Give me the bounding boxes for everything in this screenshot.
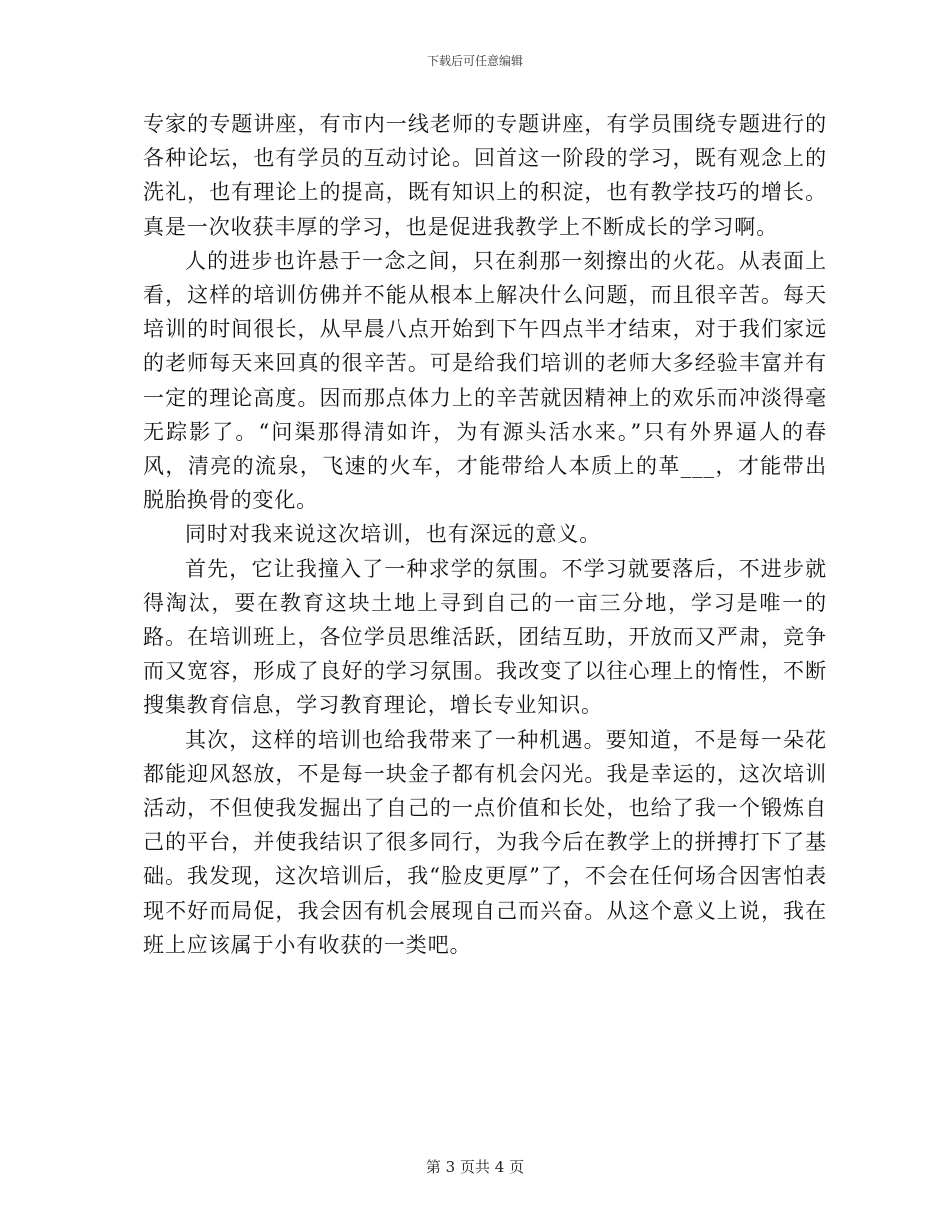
paragraph-2: 人的进步也许悬于一念之间，只在刹那一刻擦出的火花。从表面上看，这样的培训仿佛并不能从根本上解决什么问题，而且很辛苦。每天培训的时间很长，从早晨八点开始到下午四点半才结束，对于我们家远的老师每天来回真的很辛苦。可是给我们培训的老师大多经验丰富并有一定的理论高度。因而那点体力上的辛苦就因精神上的欢乐而冲淡得毫无踪影了。“问渠那得清如许，为有源头活水来。”只有外界逼人的春风，清亮的流泉，飞速的火车，才能带给人本质上的革___，才能带出脱胎换骨的变化。 xyxy=(143,248,827,513)
document-body xyxy=(143,107,827,962)
page-footer: 第 3 页共 4 页 xyxy=(425,1158,525,1176)
paragraph-4: 首先，它让我撞入了一种求学的氛围。不学习就要落后，不进步就得淘汰，要在教育这块土地上寻到自己的一亩三分地，学习是唯一的路。在培训班上，各位学员思维活跃，团结互助，开放而又严肃，竞争而又宽容，形成了良好的学习氛围。我改变了以往心理上的惰性，不断搜集教育信息，学习教育理论，增长专业知识。 xyxy=(143,556,827,718)
page-header: 下载后可任意编辑 xyxy=(426,54,523,68)
paragraph-3: 同时对我来说这次培训，也有深远的意义。 xyxy=(185,522,602,547)
paragraph-5: 其次，这样的培训也给我带来了一种机遇。要知道，不是每一朵花都能迎风怒放，不是每一块金子都有机会闪光。我是幸运的，这次培训活动，不但使我发掘出了自己的一点价值和长处，也给了我一个锻炼自己的平台，并使我结识了很多同行，为我今后在教学上的拼搏打下了基础。我发现，这次培训后，我“脸皮更厚”了，不会在任何场合因害怕表现不好而局促，我会因有机会展现自己而兴奋。从这个意义上说，我在班上应该属于小有收获的一类吧。 xyxy=(143,727,827,957)
paragraph-1: 专家的专题讲座，有市内一线老师的专题讲座，有学员围绕专题进行的各种论坛，也有学员的互动讨论。回首这一阶段的学习，既有观念上的洗礼，也有理论上的提高，既有知识上的积淀，也有教学技巧的增长。真是一次收获丰厚的学习，也是促进我教学上不断成长的学习啊。 xyxy=(143,112,827,239)
